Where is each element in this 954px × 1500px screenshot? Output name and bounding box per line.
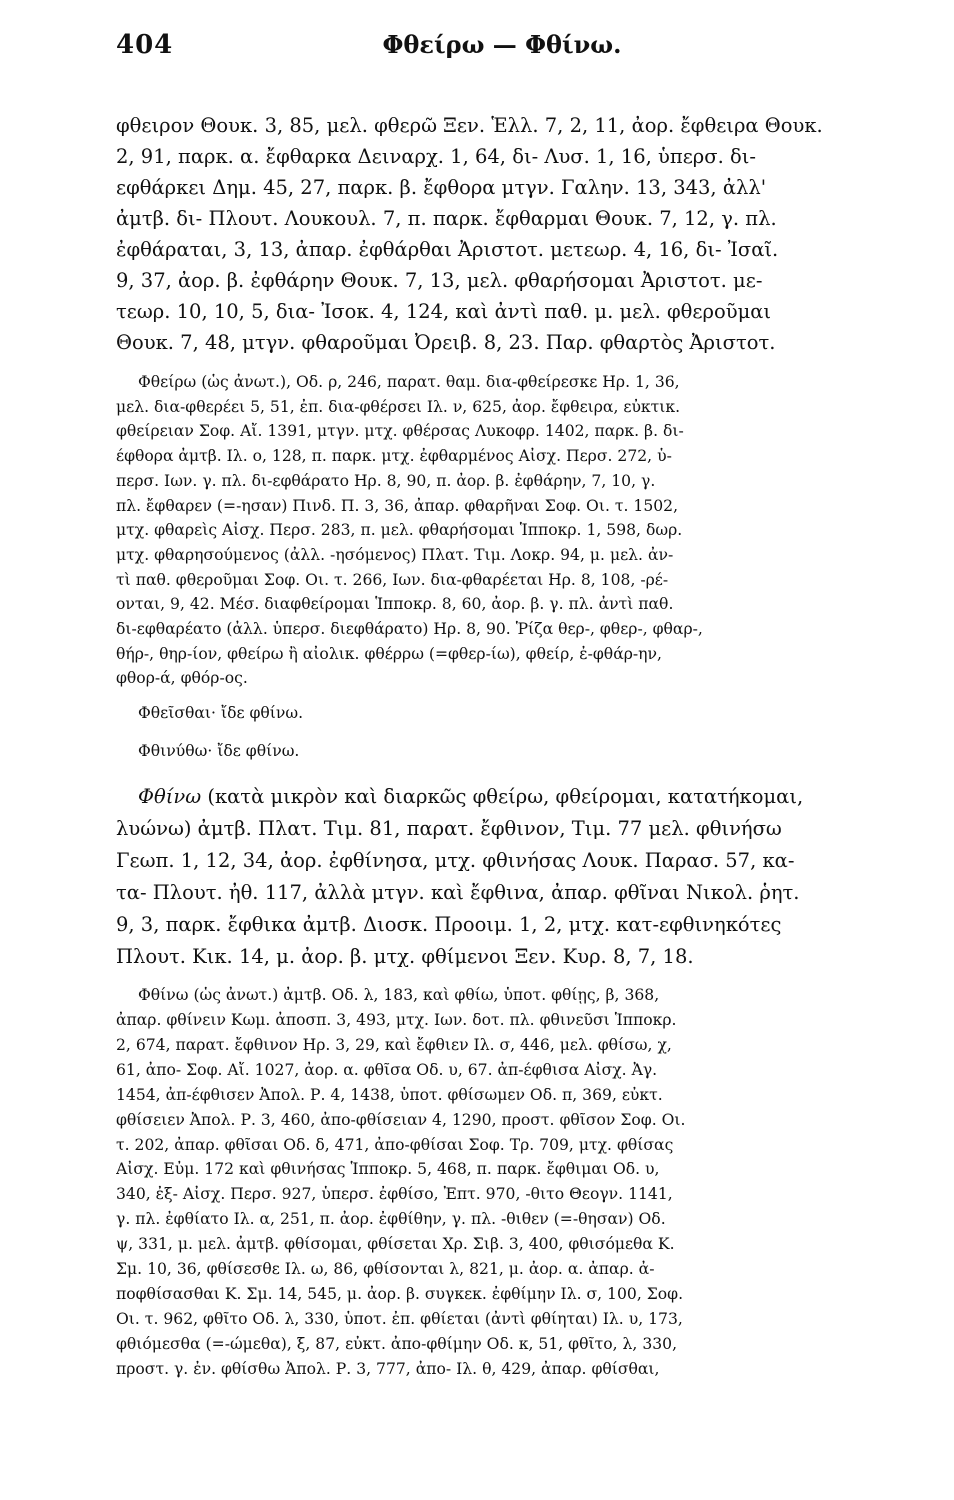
text-line: μτχ. φθαρεὶς Αἰσχ. Περσ. 283, π. μελ. φθαρήσομαι Ἱπποκρ. 1, 598, δωρ.: [116, 521, 683, 540]
text-line: τα- Πλουτ. ἠθ. 117, ἀλλὰ μτγν. καὶ ἔφθινα, ἀπαρ. φθῖναι Νικολ. ῥητ.: [116, 881, 800, 905]
text-line: έφθορα ἀμτβ. Ιλ. ο, 128, π. παρκ. μτχ. ἐφθαρμένος Αἰσχ. Περσ. 272, ὑ-: [116, 447, 672, 466]
text-line: 61, ἀπο- Σοφ. Αἴ. 1027, ἀορ. α. φθῖσα Οδ. υ, 67. ἀπ-έφθισα Αἰσχ. Ἀγ.: [116, 1060, 658, 1079]
page-number: 404: [116, 30, 174, 60]
headword: Φθίνω: [138, 785, 202, 809]
text-line: Γεωπ. 1, 12, 34, ἀορ. ἐφθίνησα, μτχ. φθινήσας Λουκ. Παρασ. 57, κα-: [116, 849, 795, 873]
text-line: ποφθίσασθαι Κ. Σμ. 14, 545, μ. ἀορ. β. συγκεκ. ἐφθίμην Ιλ. σ, 100, Σοφ.: [116, 1285, 684, 1304]
text-line: Σμ. 10, 36, φθίσεσθε Ιλ. ω, 86, φθίσονται λ, 821, μ. ἀορ. α. ἀπαρ. ἀ-: [116, 1260, 655, 1279]
text-line: ψ, 331, μ. μελ. ἀμτβ. φθίσομαι, φθίσεται Χρ. Σιβ. 3, 400, φθισόμεθα Κ.: [116, 1235, 675, 1254]
text-line: πλ. ἔφθαρεν (=-ησαν) Πινδ. Π. 3, 36, ἀπαρ. φθαρῆναι Σοφ. Οι. τ. 1502,: [116, 496, 679, 515]
page-header: [116, 30, 888, 66]
text-line: Φθίνω (ὡς ἀνωτ.) ἀμτβ. Οδ. λ, 183, καὶ φθίω, ὑποτ. φθίῃς, β, 368,: [138, 986, 660, 1005]
cross-reference: Φθεῖσθαι· ἴδε φθίνω.: [138, 704, 304, 723]
text-line: γ. πλ. ἐφθίατο Ιλ. α, 251, π. ἀορ. ἐφθίθην, γ. πλ. -θιθεν (=-θησαν) Οδ.: [116, 1210, 666, 1229]
text-line: 9, 3, παρκ. ἔφθικα ἀμτβ. Διοσκ. Προοιμ. 1, 2, μτχ. κατ-εφθινηκότες: [116, 913, 782, 937]
text-line: ἀπαρ. φθίνειν Κωμ. ἀποσπ. 3, 493, μτχ. Ιων. δοτ. πλ. φθινεῦσι Ἱπποκρ.: [116, 1011, 677, 1030]
text-line: 1454, ἀπ-έφθισεν Ἀπολ. Ρ. 4, 1438, ὑποτ. φθίσωμεν Οδ. π, 369, εὐκτ.: [116, 1085, 663, 1104]
text-line: φθορ-ά, φθόρ-ος.: [116, 669, 248, 688]
text-line: φθιόμεσθα (=-ώμεθα), ξ, 87, εὐκτ. ἀπο-φθίμην Οδ. κ, 51, φθῖτο, λ, 330,: [116, 1334, 678, 1353]
epic-forms-subentry: [116, 983, 888, 1382]
text-line: Φθείρω (ὡς ἀνωτ.), Οδ. ρ, 246, παρατ. θαμ. δια-φθείρεσκε Ηρ. 1, 36,: [138, 373, 680, 391]
text-line: μτχ. φθαρησούμενος (ἀλλ. -ησόμενος) Πλατ. Τιμ. Λοκρ. 94, μ. μελ. ἀν-: [116, 545, 674, 564]
running-title: Φθείρω — Φθίνω.: [382, 30, 622, 59]
entry-continuation: [116, 110, 888, 358]
text-line: φθειρον Θουκ. 3, 85, μελ. φθερῶ Ξεν. Ἑλλ. 7, 2, 11, ἀορ. ἔφθειρα Θουκ.: [116, 114, 823, 137]
text-line: Θουκ. 7, 48, μτγν. φθαροῦμαι Ὀρειβ. 8, 23. Παρ. φθαρτὸς Ἀριστοτ.: [116, 331, 776, 354]
text-line: 9, 37, ἀορ. β. ἐφθάρην Θουκ. 7, 13, μελ. φθαρήσομαι Ἀριστοτ. με-: [116, 269, 763, 292]
text-line: θήρ-, θηρ-ίον, φθείρω ἢ αἰολικ. φθέρρω (=φθερ-ίω), φθείρ, ἐ-φθάρ-ην,: [116, 644, 662, 663]
headword-entry: [116, 781, 888, 973]
text-line: μελ. δια-φθερέει 5, 51, ἐπ. δια-φθέρσει Ιλ. ν, 625, ἀορ. ἔφθειρα, εὐκτικ.: [116, 397, 681, 416]
text-line: τὶ παθ. φθεροῦμαι Σοφ. Οι. τ. 266, Ιων. δια-φθαρέεται Ηρ. 8, 108, -ρέ-: [116, 570, 669, 589]
text-line: τεωρ. 10, 10, 5, δια- Ἰσοκ. 4, 124, καὶ ἀντὶ παθ. μ. μελ. φθεροῦμαι: [116, 300, 772, 323]
text-line: Πλουτ. Κικ. 14, μ. ἀορ. β. μτχ. φθίμενοι Ξεν. Κυρ. 8, 7, 18.: [116, 945, 694, 969]
text-line: λυώνω) ἀμτβ. Πλατ. Τιμ. 81, παρατ. ἔφθινον, Τιμ. 77 μελ. φθινήσω: [116, 817, 782, 841]
text-line: τ. 202, ἀπαρ. φθῖσαι Οδ. δ, 471, ἀπο-φθίσαι Σοφ. Τρ. 709, μτχ. φθίσας: [116, 1135, 674, 1154]
text-line: εφθάρκει Δημ. 45, 27, παρκ. β. ἔφθορα μτγν. Γαλην. 13, 343, ἀλλ': [116, 176, 767, 199]
text-line: ονται, 9, 42. Μέσ. διαφθείρομαι Ἱπποκρ. 8, 60, ἀορ. β. γ. πλ. ἀντὶ παθ.: [116, 595, 674, 614]
text-line: 2, 674, παρατ. ἔφθινον Ηρ. 3, 29, καὶ ἔφθιεν Ιλ. σ, 446, μελ. φθίσω, χ,: [116, 1035, 672, 1054]
text-line: 2, 91, παρκ. α. ἔφθαρκα Δειναρχ. 1, 64, δι- Λυσ. 1, 16, ὑπερσ. δι-: [116, 145, 756, 168]
text-line: Αἰσχ. Εὐμ. 172 καὶ φθινήσας Ἱπποκρ. 5, 468, π. παρκ. ἔφθιμαι Οδ. υ,: [116, 1160, 660, 1179]
text-line: ἀμτβ. δι- Πλουτ. Λουκουλ. 7, π. παρκ. ἔφθαρμαι Θουκ. 7, 12, γ. πλ.: [116, 207, 777, 230]
text-fragment: (κατὰ μικρὸν καὶ διαρκῶς φθείρω, φθείρομαι, κατατήκομαι,: [201, 785, 804, 809]
text-line: [116, 781, 888, 813]
text-line: δι-εφθαρέατο (ἀλλ. ὑπερσ. διεφθάρατο) Ηρ. 8, 90. Ῥίζα θερ-, φθερ-, φθαρ-,: [116, 620, 703, 639]
text-line: περσ. Ιων. γ. πλ. δι-εφθάρατο Ηρ. 8, 90, π. ἀορ. β. ἐφθάρην, 7, 10, γ.: [116, 471, 656, 490]
text-line: φθείρειαν Σοφ. Αἴ. 1391, μτγν. μτχ. φθέρσας Λυκοφρ. 1402, παρκ. β. δι-: [116, 422, 684, 441]
text-line: 340, ἐξ- Αἰσχ. Περσ. 927, ὑπερσ. ἐφθίσο, Ἐπτ. 970, -θιτο Θεογν. 1141,: [116, 1185, 673, 1204]
text-line: ἐφθάραται, 3, 13, ἀπαρ. ἐφθάρθαι Ἀριστοτ. μετεωρ. 4, 16, δι- Ἰσαῖ.: [116, 238, 779, 261]
text-line: Οι. τ. 962, φθῖτο Οδ. λ, 330, ὑποτ. ἐπ. φθίεται (ἀντὶ φθίηται) Ιλ. υ, 173,: [116, 1309, 683, 1328]
cross-reference: Φθινύθω· ἴδε φθίνω.: [138, 742, 300, 761]
epic-forms-subentry: [116, 370, 888, 691]
text-line: φθίσειεν Ἀπολ. Ρ. 3, 460, ἀπο-φθίσειαν 4, 1290, προστ. φθῖσον Σοφ. Οι.: [116, 1110, 686, 1129]
text-line: προστ. γ. ἐν. φθίσθω Ἀπολ. Ρ. 3, 777, ἀπο- Ιλ. θ, 429, ἀπαρ. φθίσθαι,: [116, 1359, 660, 1378]
